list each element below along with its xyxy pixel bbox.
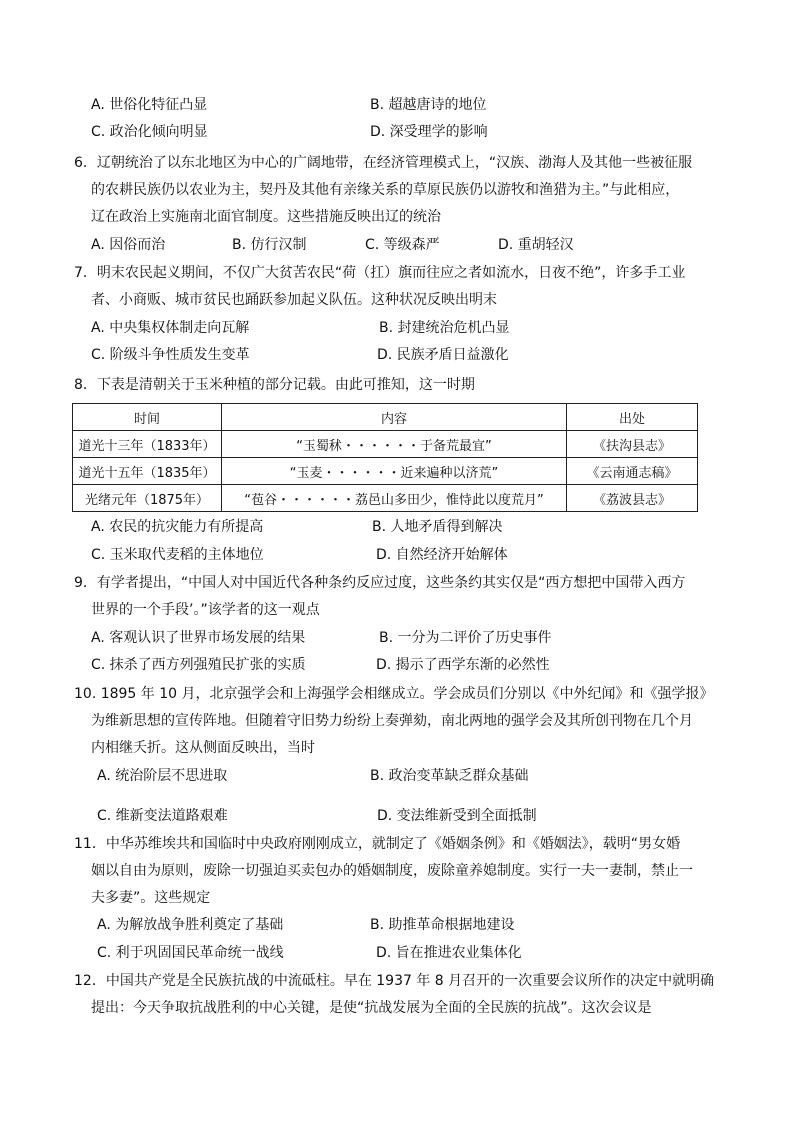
q7-option-a: A. 中央集权体制走向瓦解 bbox=[91, 320, 250, 336]
q5-option-b: B. 超越唐诗的地位 bbox=[370, 97, 487, 113]
q5-option-d: D. 深受理学的影响 bbox=[370, 124, 488, 140]
q11-stem-line2: 姻以自由为原则，废除一切强迫买卖包办的婚姻制度，废除童养媳制度。实行一夫一妻制，禁止一 bbox=[91, 863, 693, 879]
q8-option-c: C. 玉米取代麦稻的主体地位 bbox=[91, 547, 264, 563]
q7-option-c: C. 阶级斗争性质发生变革 bbox=[91, 347, 250, 363]
q5-option-a: A. 世俗化特征凸显 bbox=[91, 97, 208, 113]
q11-option-a: A. 为解放战争胜利奠定了基础 bbox=[97, 917, 284, 933]
table-cell-time: 道光十五年（1835年） bbox=[73, 458, 222, 485]
table-cell-content: “玉麦・・・・・・近来遍种以济荒” bbox=[222, 458, 567, 485]
table-row bbox=[73, 431, 698, 458]
table-cell-source: 《荔波县志》 bbox=[567, 485, 698, 512]
q6-option-c: C. 等级森严 bbox=[365, 237, 440, 253]
q9-stem-line2: 世界的一个手段’。”该学者的这一观点 bbox=[91, 602, 320, 618]
q11-stem-line1: 11．中华苏维埃共和国临时中央政府刚刚成立，就制定了《婚姻条例》和《婚姻法》，载明“男女婚 bbox=[74, 836, 681, 852]
q10-option-d: D. 变法维新受到全面抵制 bbox=[377, 808, 537, 824]
q6-option-d: D. 重胡轻汉 bbox=[498, 237, 574, 253]
table-header-source: 出处 bbox=[567, 404, 698, 431]
q10-stem-line1: 10. 1895 年 10 月，北京强学会和上海强学会相继成立。学会成员们分别以《中外纪闻》和《强学报》 bbox=[74, 686, 714, 702]
table-cell-content: “玉蜀秫・・・・・・于备荒最宜” bbox=[222, 431, 567, 458]
q8-table bbox=[72, 403, 698, 512]
table-cell-content: “苞谷・・・・・・荔邑山多田少，惟恃此以度荒月” bbox=[222, 485, 567, 512]
q6-stem-line3: 辽在政治上实施南北面官制度。这些措施反映出辽的统治 bbox=[91, 209, 441, 225]
q10-option-a: A. 统治阶层不思进取 bbox=[97, 768, 228, 784]
table-row bbox=[73, 458, 698, 485]
q8-stem-line1: 8．下表是清朝关于玉米种植的部分记载。由此可推知，这一时期 bbox=[74, 377, 475, 393]
q9-option-d: D. 揭示了西学东渐的必然性 bbox=[376, 657, 550, 673]
q11-option-d: D. 旨在推进农业集体化 bbox=[376, 945, 522, 961]
q10-stem-line2: 为维新思想的宣传阵地。但随着守旧势力纷纷上奏弹劾，南北两地的强学会及其所创刊物在几个月 bbox=[91, 713, 693, 729]
q12-stem-line1: 12．中国共产党是全民族抗战的中流砥柱。早在 1937 年 8 月召开的一次重要会议所作的决定中就明确 bbox=[74, 973, 715, 989]
q8-option-d: D. 自然经济开始解体 bbox=[376, 547, 508, 563]
table-header-time: 时间 bbox=[73, 404, 222, 431]
q11-option-b: B. 助推革命根据地建设 bbox=[370, 917, 515, 933]
q7-option-b: B. 封建统治危机凸显 bbox=[379, 320, 510, 336]
q6-option-b: B. 仿行汉制 bbox=[232, 237, 307, 253]
q7-option-d: D. 民族矛盾日益激化 bbox=[377, 347, 509, 363]
q6-stem-line2: 的农耕民族仍以农业为主，契丹及其他有亲缘关系的草原民族仍以游牧和渔猎为主。”与此相应， bbox=[91, 182, 680, 198]
table-cell-source: 《扶沟县志》 bbox=[567, 431, 698, 458]
q5-option-c: C. 政治化倾向明显 bbox=[91, 124, 208, 140]
q6-stem-line1: 6．辽朝统治了以东北地区为中心的广阔地带，在经济管理模式上，“汉族、渤海人及其他一些被征服 bbox=[74, 155, 693, 171]
q9-option-b: B. 一分为二评价了历史事件 bbox=[379, 630, 552, 646]
q9-option-a: A. 客观认识了世界市场发展的结果 bbox=[91, 630, 306, 646]
q11-option-c: C. 利于巩固国民革命统一战线 bbox=[97, 945, 284, 961]
q9-stem-line1: 9．有学者提出，“中国人对中国近代各种条约反应过度，这些条约其实仅是“西方想把中国带入西方 bbox=[74, 575, 686, 591]
q8-option-a: A. 农民的抗灾能力有所提高 bbox=[91, 519, 264, 535]
q10-stem-line3: 内相继夭折。这从侧面反映出，当时 bbox=[91, 740, 315, 756]
q7-stem-line2: 者、小商贩、城市贫民也踊跃参加起义队伍。这种状况反映出明末 bbox=[91, 292, 497, 308]
q6-option-a: A. 因俗而治 bbox=[91, 237, 166, 253]
q10-option-c: C. 维新变法道路艰难 bbox=[97, 808, 228, 824]
q12-stem-line2: 提出：今天争取抗战胜利的中心关键，是使“抗战发展为全面的全民族的抗战”。这次会议是 bbox=[91, 1000, 652, 1016]
table-header-content: 内容 bbox=[222, 404, 567, 431]
table-header-row bbox=[73, 404, 698, 431]
table-cell-source: 《云南通志稿》 bbox=[567, 458, 698, 485]
table-cell-time: 光绪元年（1875年） bbox=[73, 485, 222, 512]
q11-stem-line3: 夫多妻”。这些规定 bbox=[91, 890, 211, 906]
q9-option-c: C. 抹杀了西方列强殖民扩张的实质 bbox=[91, 657, 306, 673]
table-row bbox=[73, 485, 698, 512]
q10-option-b: B. 政治变革缺乏群众基础 bbox=[370, 768, 529, 784]
q7-stem-line1: 7．明末农民起义期间，不仅广大贫苦农民“荷（扛）旗而往应之者如流水，日夜不绝”，许多手工业 bbox=[74, 265, 686, 281]
q8-option-b: B. 人地矛盾得到解决 bbox=[372, 519, 503, 535]
table-cell-time: 道光十三年（1833年） bbox=[73, 431, 222, 458]
